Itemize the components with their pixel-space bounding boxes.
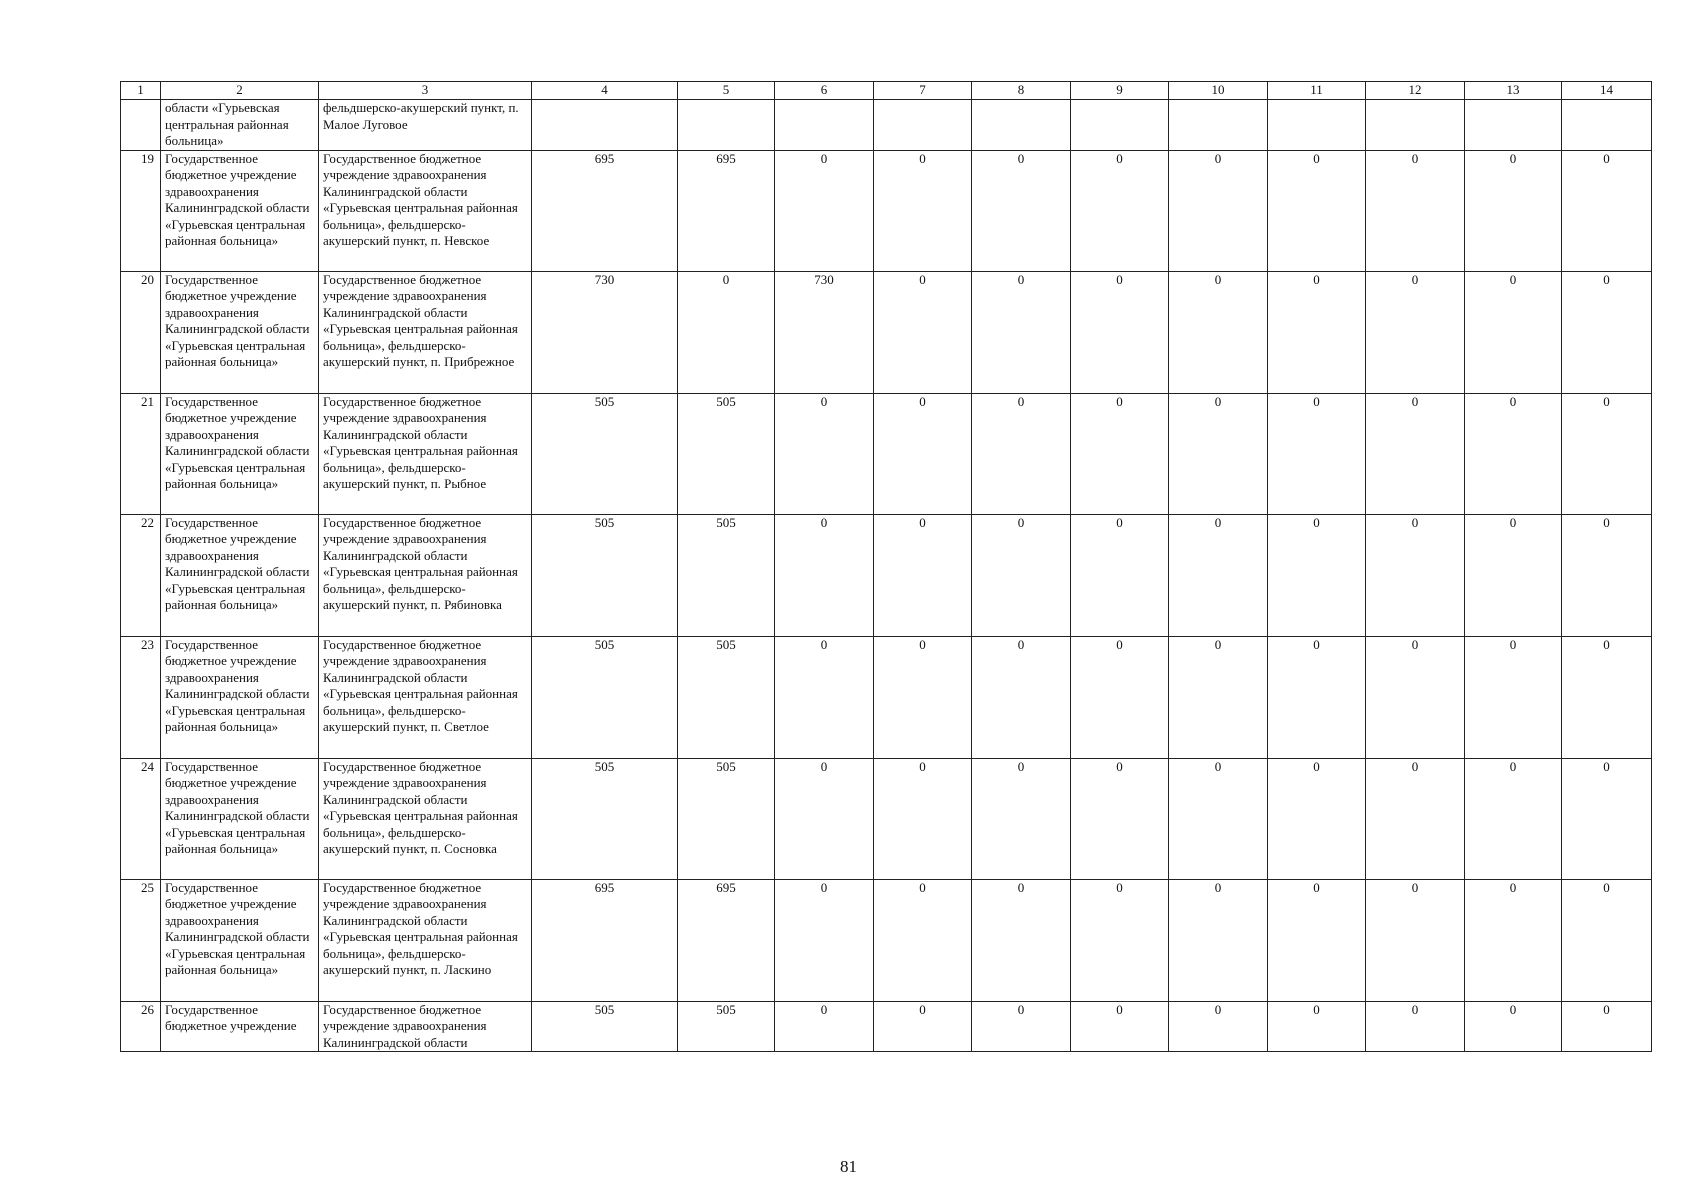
value-cell: 0 bbox=[1465, 1001, 1562, 1052]
value-cell: 0 bbox=[775, 758, 874, 879]
value-cell: 505 bbox=[678, 514, 775, 636]
value-cell: 0 bbox=[1562, 150, 1652, 271]
value-cell bbox=[1071, 100, 1169, 151]
column-header: 1 bbox=[121, 82, 161, 100]
value-cell: 0 bbox=[1169, 1001, 1268, 1052]
table-row bbox=[121, 393, 1652, 514]
text-cell: Государственное бюджетное учреждение здравоохранения Калининградской области «Гурьевская центральная районная больница» bbox=[161, 271, 319, 393]
value-cell: 730 bbox=[775, 271, 874, 393]
value-cell: 0 bbox=[1268, 758, 1366, 879]
value-cell: 0 bbox=[775, 879, 874, 1001]
value-cell: 0 bbox=[1465, 271, 1562, 393]
row-number-cell: 22 bbox=[121, 514, 161, 636]
table-row bbox=[121, 514, 1652, 636]
value-cell: 0 bbox=[1366, 271, 1465, 393]
value-cell: 0 bbox=[1169, 758, 1268, 879]
column-header: 11 bbox=[1268, 82, 1366, 100]
value-cell: 0 bbox=[678, 271, 775, 393]
value-cell: 0 bbox=[972, 514, 1071, 636]
value-cell: 0 bbox=[1268, 271, 1366, 393]
text-cell: Государственное бюджетное учреждение здравоохранения Калининградской области «Гурьевская центральная районная больница» bbox=[161, 150, 319, 271]
value-cell: 0 bbox=[874, 758, 972, 879]
value-cell: 0 bbox=[775, 1001, 874, 1052]
value-cell: 0 bbox=[1169, 879, 1268, 1001]
value-cell: 0 bbox=[972, 636, 1071, 758]
value-cell bbox=[1465, 100, 1562, 151]
value-cell: 0 bbox=[1562, 271, 1652, 393]
row-number-cell: 20 bbox=[121, 271, 161, 393]
text-cell: Государственное бюджетное учреждение здравоохранения Калининградской области «Гурьевская центральная районная больница», фельдшерско-акушерский пункт, п. Ласкино bbox=[319, 879, 532, 1001]
value-cell: 0 bbox=[1366, 514, 1465, 636]
row-number-cell: 26 bbox=[121, 1001, 161, 1052]
value-cell: 0 bbox=[972, 879, 1071, 1001]
value-cell: 0 bbox=[874, 514, 972, 636]
value-cell: 0 bbox=[1465, 758, 1562, 879]
value-cell: 0 bbox=[1071, 514, 1169, 636]
value-cell: 0 bbox=[1562, 514, 1652, 636]
column-header: 12 bbox=[1366, 82, 1465, 100]
value-cell: 0 bbox=[1562, 636, 1652, 758]
text-cell: Государственное бюджетное учреждение здравоохранения Калининградской области «Гурьевская центральная районная больница», фельдшерско-акушерский пункт, п. Рябиновка bbox=[319, 514, 532, 636]
value-cell: 0 bbox=[874, 150, 972, 271]
value-cell: 0 bbox=[874, 1001, 972, 1052]
column-header: 10 bbox=[1169, 82, 1268, 100]
value-cell: 505 bbox=[678, 758, 775, 879]
value-cell: 0 bbox=[1071, 1001, 1169, 1052]
row-number-cell: 25 bbox=[121, 879, 161, 1001]
value-cell: 0 bbox=[1268, 393, 1366, 514]
text-cell: Государственное бюджетное учреждение здравоохранения Калининградской области bbox=[319, 1001, 532, 1052]
value-cell: 0 bbox=[1268, 879, 1366, 1001]
value-cell: 0 bbox=[1562, 393, 1652, 514]
value-cell bbox=[972, 100, 1071, 151]
value-cell: 0 bbox=[1268, 150, 1366, 271]
value-cell: 695 bbox=[532, 150, 678, 271]
text-cell: Государственное бюджетное учреждение bbox=[161, 1001, 319, 1052]
text-cell: области «Гурьевская центральная районная больница» bbox=[161, 100, 319, 151]
value-cell bbox=[874, 100, 972, 151]
value-cell: 0 bbox=[1169, 271, 1268, 393]
value-cell bbox=[532, 100, 678, 151]
value-cell: 0 bbox=[874, 271, 972, 393]
value-cell: 695 bbox=[678, 150, 775, 271]
value-cell: 0 bbox=[1465, 636, 1562, 758]
value-cell: 505 bbox=[532, 1001, 678, 1052]
value-cell: 505 bbox=[532, 758, 678, 879]
row-number-cell: 23 bbox=[121, 636, 161, 758]
value-cell: 0 bbox=[1465, 879, 1562, 1001]
row-number-cell: 24 bbox=[121, 758, 161, 879]
value-cell: 695 bbox=[532, 879, 678, 1001]
data-table bbox=[120, 81, 1652, 1052]
value-cell: 0 bbox=[874, 636, 972, 758]
text-cell: Государственное бюджетное учреждение здравоохранения Калининградской области «Гурьевская центральная районная больница» bbox=[161, 514, 319, 636]
value-cell: 0 bbox=[1465, 150, 1562, 271]
value-cell: 0 bbox=[1562, 1001, 1652, 1052]
table-row bbox=[121, 271, 1652, 393]
value-cell bbox=[1268, 100, 1366, 151]
value-cell: 0 bbox=[1071, 758, 1169, 879]
value-cell bbox=[1562, 100, 1652, 151]
page-number: 81 bbox=[840, 1157, 857, 1176]
value-cell: 0 bbox=[972, 758, 1071, 879]
value-cell: 505 bbox=[532, 393, 678, 514]
value-cell: 730 bbox=[532, 271, 678, 393]
value-cell: 0 bbox=[1071, 636, 1169, 758]
column-header: 14 bbox=[1562, 82, 1652, 100]
column-header: 9 bbox=[1071, 82, 1169, 100]
table-row bbox=[121, 100, 1652, 151]
value-cell: 0 bbox=[1562, 758, 1652, 879]
text-cell: Государственное бюджетное учреждение здравоохранения Калининградской области «Гурьевская центральная районная больница», фельдшерско-акушерский пункт, п. Светлое bbox=[319, 636, 532, 758]
value-cell: 0 bbox=[775, 150, 874, 271]
value-cell: 0 bbox=[1268, 636, 1366, 758]
text-cell: Государственное бюджетное учреждение здравоохранения Калининградской области «Гурьевская центральная районная больница» bbox=[161, 758, 319, 879]
value-cell: 0 bbox=[1169, 636, 1268, 758]
text-cell: Государственное бюджетное учреждение здравоохранения Калининградской области «Гурьевская центральная районная больница» bbox=[161, 393, 319, 514]
text-cell: Государственное бюджетное учреждение здравоохранения Калининградской области «Гурьевская центральная районная больница», фельдшерско-акушерский пункт, п. Прибрежное bbox=[319, 271, 532, 393]
value-cell: 0 bbox=[972, 271, 1071, 393]
value-cell bbox=[678, 100, 775, 151]
value-cell: 0 bbox=[1268, 1001, 1366, 1052]
value-cell bbox=[775, 100, 874, 151]
text-cell: Государственное бюджетное учреждение здравоохранения Калининградской области «Гурьевская центральная районная больница», фельдшерско-акушерский пункт, п. Рыбное bbox=[319, 393, 532, 514]
value-cell: 0 bbox=[1366, 150, 1465, 271]
value-cell: 505 bbox=[532, 514, 678, 636]
column-header: 5 bbox=[678, 82, 775, 100]
value-cell: 0 bbox=[1366, 879, 1465, 1001]
value-cell: 695 bbox=[678, 879, 775, 1001]
value-cell: 0 bbox=[972, 1001, 1071, 1052]
value-cell: 0 bbox=[775, 393, 874, 514]
value-cell: 505 bbox=[678, 1001, 775, 1052]
table-body bbox=[121, 100, 1652, 1052]
value-cell: 0 bbox=[1071, 393, 1169, 514]
value-cell: 0 bbox=[1366, 636, 1465, 758]
text-cell: фельдшерско-акушерский пункт, п. Малое Луговое bbox=[319, 100, 532, 151]
value-cell: 0 bbox=[1071, 150, 1169, 271]
table-row bbox=[121, 758, 1652, 879]
value-cell: 0 bbox=[1071, 879, 1169, 1001]
column-header: 8 bbox=[972, 82, 1071, 100]
value-cell: 505 bbox=[678, 636, 775, 758]
row-number-cell: 19 bbox=[121, 150, 161, 271]
column-header: 4 bbox=[532, 82, 678, 100]
value-cell: 505 bbox=[532, 636, 678, 758]
value-cell: 0 bbox=[972, 393, 1071, 514]
value-cell: 505 bbox=[678, 393, 775, 514]
row-number-cell bbox=[121, 100, 161, 151]
value-cell: 0 bbox=[1366, 1001, 1465, 1052]
value-cell bbox=[1169, 100, 1268, 151]
value-cell: 0 bbox=[1169, 150, 1268, 271]
table-row bbox=[121, 1001, 1652, 1052]
value-cell: 0 bbox=[1465, 514, 1562, 636]
text-cell: Государственное бюджетное учреждение здравоохранения Калининградской области «Гурьевская центральная районная больница» bbox=[161, 879, 319, 1001]
value-cell: 0 bbox=[1268, 514, 1366, 636]
value-cell: 0 bbox=[775, 636, 874, 758]
table-row bbox=[121, 150, 1652, 271]
table-header-row bbox=[121, 82, 1652, 100]
text-cell: Государственное бюджетное учреждение здравоохранения Калининградской области «Гурьевская центральная районная больница», фельдшерско-акушерский пункт, п. Сосновка bbox=[319, 758, 532, 879]
text-cell: Государственное бюджетное учреждение здравоохранения Калининградской области «Гурьевская центральная районная больница» bbox=[161, 636, 319, 758]
value-cell: 0 bbox=[1169, 393, 1268, 514]
column-header: 7 bbox=[874, 82, 972, 100]
value-cell bbox=[1366, 100, 1465, 151]
value-cell: 0 bbox=[1366, 758, 1465, 879]
row-number-cell: 21 bbox=[121, 393, 161, 514]
table-row bbox=[121, 879, 1652, 1001]
value-cell: 0 bbox=[1366, 393, 1465, 514]
value-cell: 0 bbox=[1169, 514, 1268, 636]
table-row bbox=[121, 636, 1652, 758]
column-header: 13 bbox=[1465, 82, 1562, 100]
value-cell: 0 bbox=[1071, 271, 1169, 393]
column-header: 6 bbox=[775, 82, 874, 100]
value-cell: 0 bbox=[1562, 879, 1652, 1001]
column-header: 2 bbox=[161, 82, 319, 100]
value-cell: 0 bbox=[1465, 393, 1562, 514]
value-cell: 0 bbox=[874, 879, 972, 1001]
column-header: 3 bbox=[319, 82, 532, 100]
value-cell: 0 bbox=[775, 514, 874, 636]
text-cell: Государственное бюджетное учреждение здравоохранения Калининградской области «Гурьевская центральная районная больница», фельдшерско-акушерский пункт, п. Невское bbox=[319, 150, 532, 271]
value-cell: 0 bbox=[972, 150, 1071, 271]
value-cell: 0 bbox=[874, 393, 972, 514]
